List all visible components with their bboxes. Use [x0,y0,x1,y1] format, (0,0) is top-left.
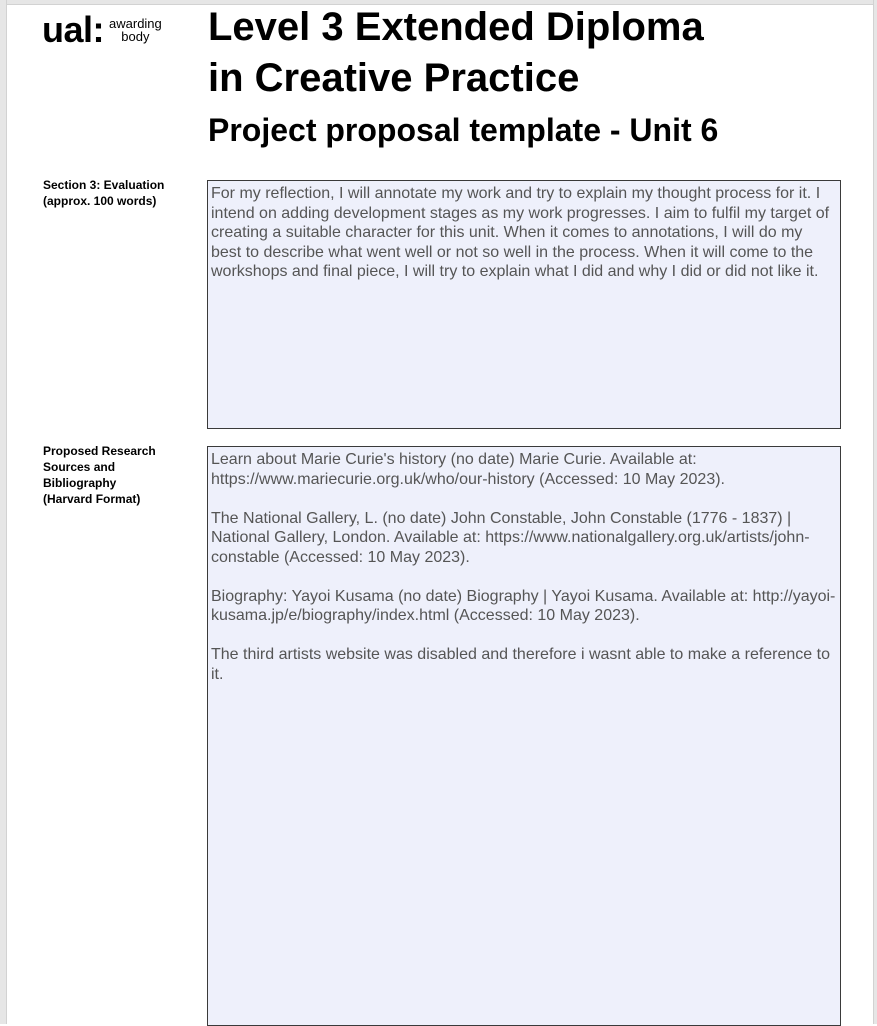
logo-mark: ual: [42,9,105,50]
research-entry: Biography: Yayoi Kusama (no date) Biography | Yayoi Kusama. Available at: http://yayoi-kusama.jp/e/biography/index.html (Accessed: 10 May 2023). [211,587,836,624]
logo-subtitle-line-2: body [121,29,150,44]
document-subtitle: Project proposal template - Unit 6 [208,112,719,148]
research-label-line-3: Bibliography [43,476,117,490]
logo-subtitle-line-1: awarding [109,16,162,31]
research-label-line-2: Sources and [43,460,116,474]
research-entry: The National Gallery, L. (no date) John Constable, John Constable (1776 - 1837) | National Gallery, London. Available at: https://www.nationalgallery.org.uk/artists/john-constable (Accessed: 10 May 2023). [211,509,810,566]
evaluation-label-line-1: Section 3: Evaluation [43,178,165,192]
evaluation-label-line-2: (approx. 100 words) [43,194,157,208]
research-label [43,443,193,507]
viewer-right-edge [873,0,877,1024]
research-sources-field[interactable] [207,446,841,1026]
research-label-line-4: (Harvard Format) [43,492,141,506]
viewer-left-edge [0,0,7,1024]
research-label-line-1: Proposed Research [43,444,156,458]
document-title-line-2: in Creative Practice [208,56,580,100]
evaluation-text-field[interactable] [207,180,841,429]
evaluation-text: For my reflection, I will annotate my work and try to explain my thought process for it. I intend on adding development stages as my work progresses. I aim to fulfil my target of creating a suitable character for this unit. When it comes to annotations, I will do my best to describe what went well or not so well in the process. When it will come to the workshops and final piece, I will try to explain what I did and why I did or did not like it. [211,185,830,280]
ual-logo [42,10,162,50]
research-entry: Learn about Marie Curie's history (no date) Marie Curie. Available at: https://www.mariecurie.org.uk/who/our-history (Accessed: 10 May 2023). [211,451,725,488]
evaluation-label [43,177,193,209]
logo-subtitle [109,17,162,43]
document-title-line-1: Level 3 Extended Diploma [208,5,704,49]
research-entry: The third artists website was disabled and therefore i wasnt able to make a reference to it. [211,646,830,683]
